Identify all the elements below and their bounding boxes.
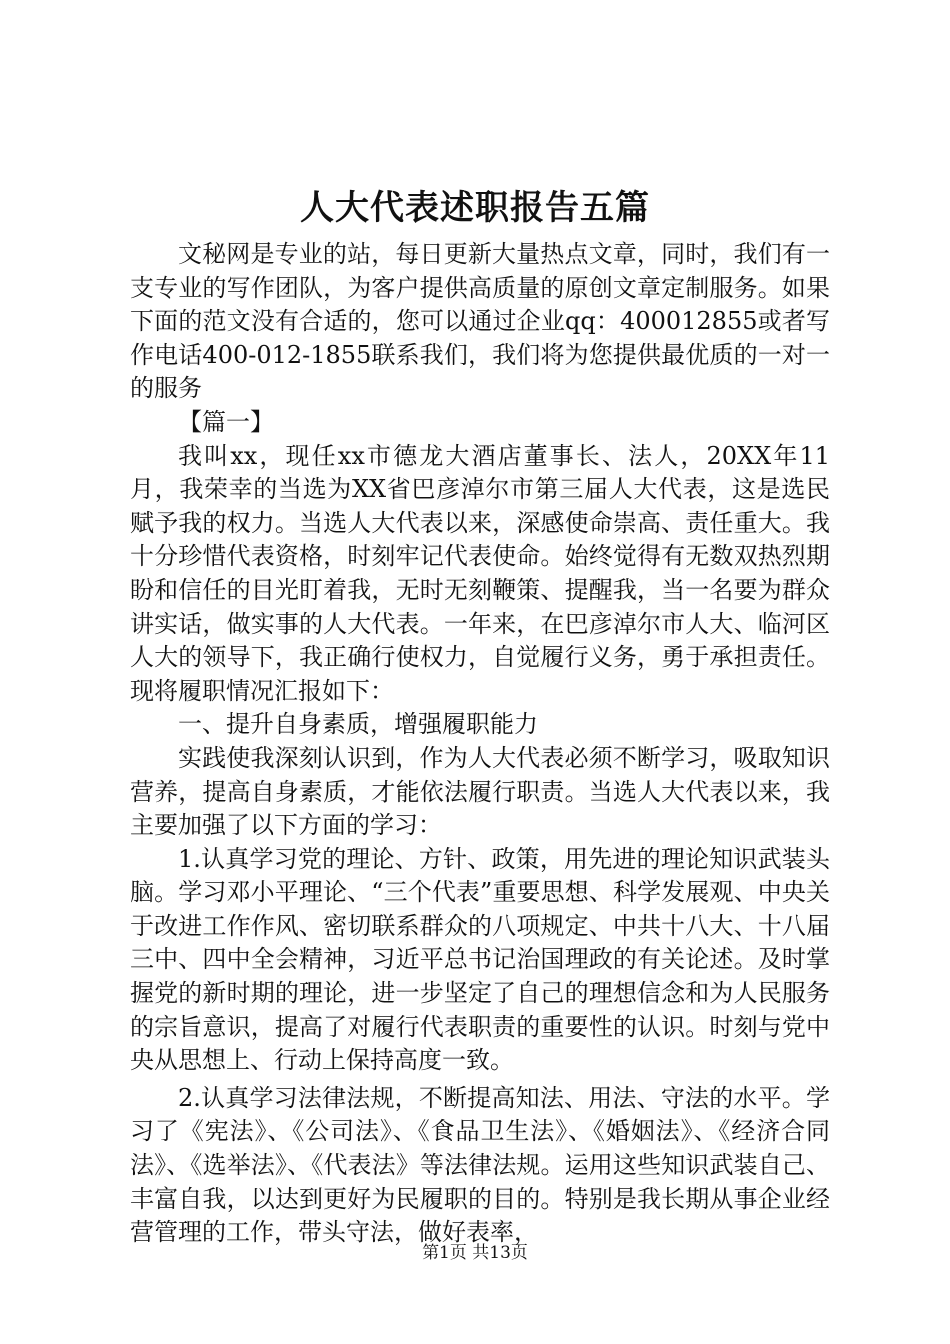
intro-paragraph: 文秘网是专业的站，每日更新大量热点文章，同时，我们有一支专业的写作团队，为客户提供高质量的原创文章定制服务。如果下面的范文没有合适的，您可以通过企业qq：400012855或者写作电话400-012-1855联系我们，我们将为您提供最优质的一对一的服务 bbox=[130, 240, 830, 403]
page-footer: 第1页 共13页 bbox=[422, 1243, 528, 1263]
body-paragraph: 我叫xx，现任xx市德龙大酒店董事长、法人，20XX年11月，我荣幸的当选为XX省巴彦淖尔市第三届人大代表，这是选民赋予我的权力。当选人大代表以来，深感使命崇高、责任重大。我十分珍惜代表资格，时刻牢记代表使命。始终觉得有无数双热烈期盼和信任的目光盯着我，无时无刻鞭策、提醒我，当一名要为群众讲实话，做实事的人大代表。一年来，在巴彦淖尔市人大、临河区人大的领导下，我正确行使权力，自觉履行义务，勇于承担责任。现将履职情况汇报如下： bbox=[130, 441, 830, 705]
document-title: 人大代表述职报告五篇 bbox=[300, 188, 650, 228]
body-paragraph: 实践使我深刻认识到，作为人大代表必须不断学习，吸取知识营养，提高自身素质，才能依法履行职责。当选人大代表以来，我主要加强了以下方面的学习： bbox=[130, 743, 830, 840]
body-paragraph: 2.认真学习法律法规，不断提高知法、用法、守法的水平。学习了《宪法》、《公司法》、《食品卫生法》、《婚姻法》、《经济合同法》、《选举法》、《代表法》等法律法规。运用这些知识武装自己、丰富自我，以达到更好为民履职的目的。特别是我长期从事企业经营管理的工作，带头守法，做好表率， bbox=[130, 1083, 830, 1247]
document-body bbox=[130, 238, 830, 1250]
section-heading: 一、提升自身素质，增强履职能力 bbox=[178, 710, 538, 739]
section-heading-part-one: 【篇一】 bbox=[178, 407, 274, 436]
body-paragraph: 1.认真学习党的理论、方针、政策，用先进的理论知识武装头脑。学习邓小平理论、“三个代表”重要思想、科学发展观、中央关于改进工作作风、密切联系群众的八项规定、中共十八大、十八届三中、四中全会精神，习近平总书记治国理政的有关论述。及时掌握党的新时期的理论，进一步坚定了自己的理想信念和为人民服务的宗旨意识，提高了对履行代表职责的重要性的认识。时刻与党中央从思想上、行动上保持高度一致。 bbox=[130, 844, 830, 1075]
